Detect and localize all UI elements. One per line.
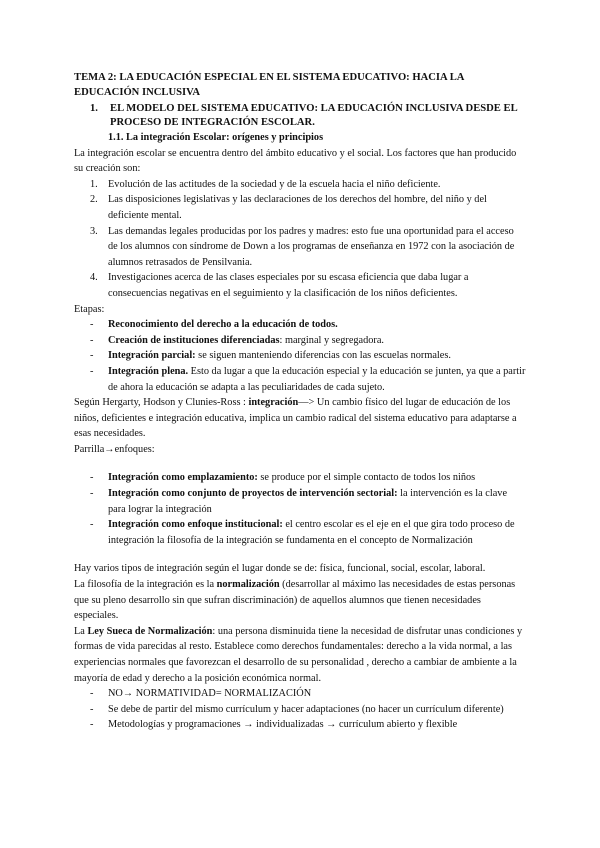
parrilla-label: Parrilla→enfoques: [74,443,155,455]
section-title: EL MODELO DEL SISTEMA EDUCATIVO: LA EDUCACIÓN INCLUSIVA DESDE EL PROCESO DE INTEGRACIÓN ESCOLAR. [110,103,518,128]
hergarty-paragraph: Según Hergarty, Hodson y Clunies-Ross : integración—> Un cambio físico del lugar de educación de los niños, deficientes e integración educativa, implica un cambio radical del sistema educativo para adaptarse a esas necesidades. [74,397,517,440]
intro-paragraph: La integración escolar se encuentra dentro del ámbito educativo y el social. Los factores que han producido su creación son: [74,147,517,175]
list-item: - Integración plena. Esto da lugar a que la educación especial y la educación se junten, ya que a partir de ahora la educación se adapta a las peculiaridades de cada sujeto. [90,365,526,393]
stages-label: Etapas: [74,303,105,315]
list-item: - Reconocimiento del derecho a la educación de todos. [90,319,338,331]
law-paragraph: La Ley Sueca de Normalización: una persona disminuida tiene la necesidad de disfrutar unas condiciones y formas de vida parecidas al resto. Establece como derechos fundamentales: derecho a la vida normal, a las experiencias normales que favorezcan el desarrollo de su personalidad , derecho a cambiar de ambiente a la mayoría de edad y derecho a la posición económica normal. [74,625,523,684]
list-item: - Integración parcial: se siguen manteniendo diferencias con las escuelas normales. [90,350,451,362]
list-item: 2. Las disposiciones legislativas y las declaraciones de los derechos del hombre, del niño y del deficiente mental. [90,194,487,221]
list-item: - NO→ NORMATIVIDAD= NORMALIZACIÓN [90,688,312,700]
list-item: 4. Investigaciones acerca de las clases especiales por su escasa eficiencia que daba lugar a consecuencias negativas en el seguimiento y la clasificación de los niños deficientes. [90,272,469,299]
list-item: 1. Evolución de las actitudes de la sociedad y de la escuela hacia el niño deficiente. [90,178,441,190]
subsection-heading: 1.1. La integración Escolar: orígenes y principios [108,132,324,143]
approaches-list [74,470,526,548]
section-heading [90,102,526,130]
list-item: - Integración como enfoque institucional: el centro escolar es el eje en el que gira todo proceso de integración la filosofía de la integración se fundamenta en el concepto de Normalización [90,519,515,546]
final-list [74,686,526,733]
types-paragraph: Hay varios tipos de integración según el lugar donde se de: física, funcional, social, escolar, laboral. [74,563,486,575]
stages-list [74,317,526,395]
list-item: - Metodologías y programaciones → individualizadas → currículum abierto y flexible [90,719,458,731]
list-item: - Integración como conjunto de proyectos de intervención sectorial: la intervención es la clave para lograr la integración [90,488,508,515]
section-number: 1. [90,103,98,114]
list-item: - Se debe de partir del mismo currículum y hacer adaptaciones (no hacer un currículum diferente) [90,703,504,715]
list-item: - Creación de instituciones diferenciadas: marginal y segregadora. [90,334,384,346]
document-page [74,70,526,733]
factors-list [74,177,526,302]
list-item: 3. Las demandas legales producidas por los padres y madres: esto fue una oportunidad para el acceso de los alumnos con síndrome de Down a los programas de enseñanza en 1972 con la asociación de alumnos retrasados de Pensilvania. [90,225,515,268]
list-item: - Integración como emplazamiento: se produce por el simple contacto de todos los niños [90,472,476,484]
document-title: TEMA 2: LA EDUCACIÓN ESPECIAL EN EL SISTEMA EDUCATIVO: HACIA LA EDUCACIÓN INCLUSIVA [74,72,464,98]
philosophy-paragraph: La filosofía de la integración es la normalización (desarrollar al máximo las necesidades de estas personas que su pleno desarrollo sin que sufran discriminación) de aquellos alumnos que tienen necesidades especiales. [74,579,516,622]
